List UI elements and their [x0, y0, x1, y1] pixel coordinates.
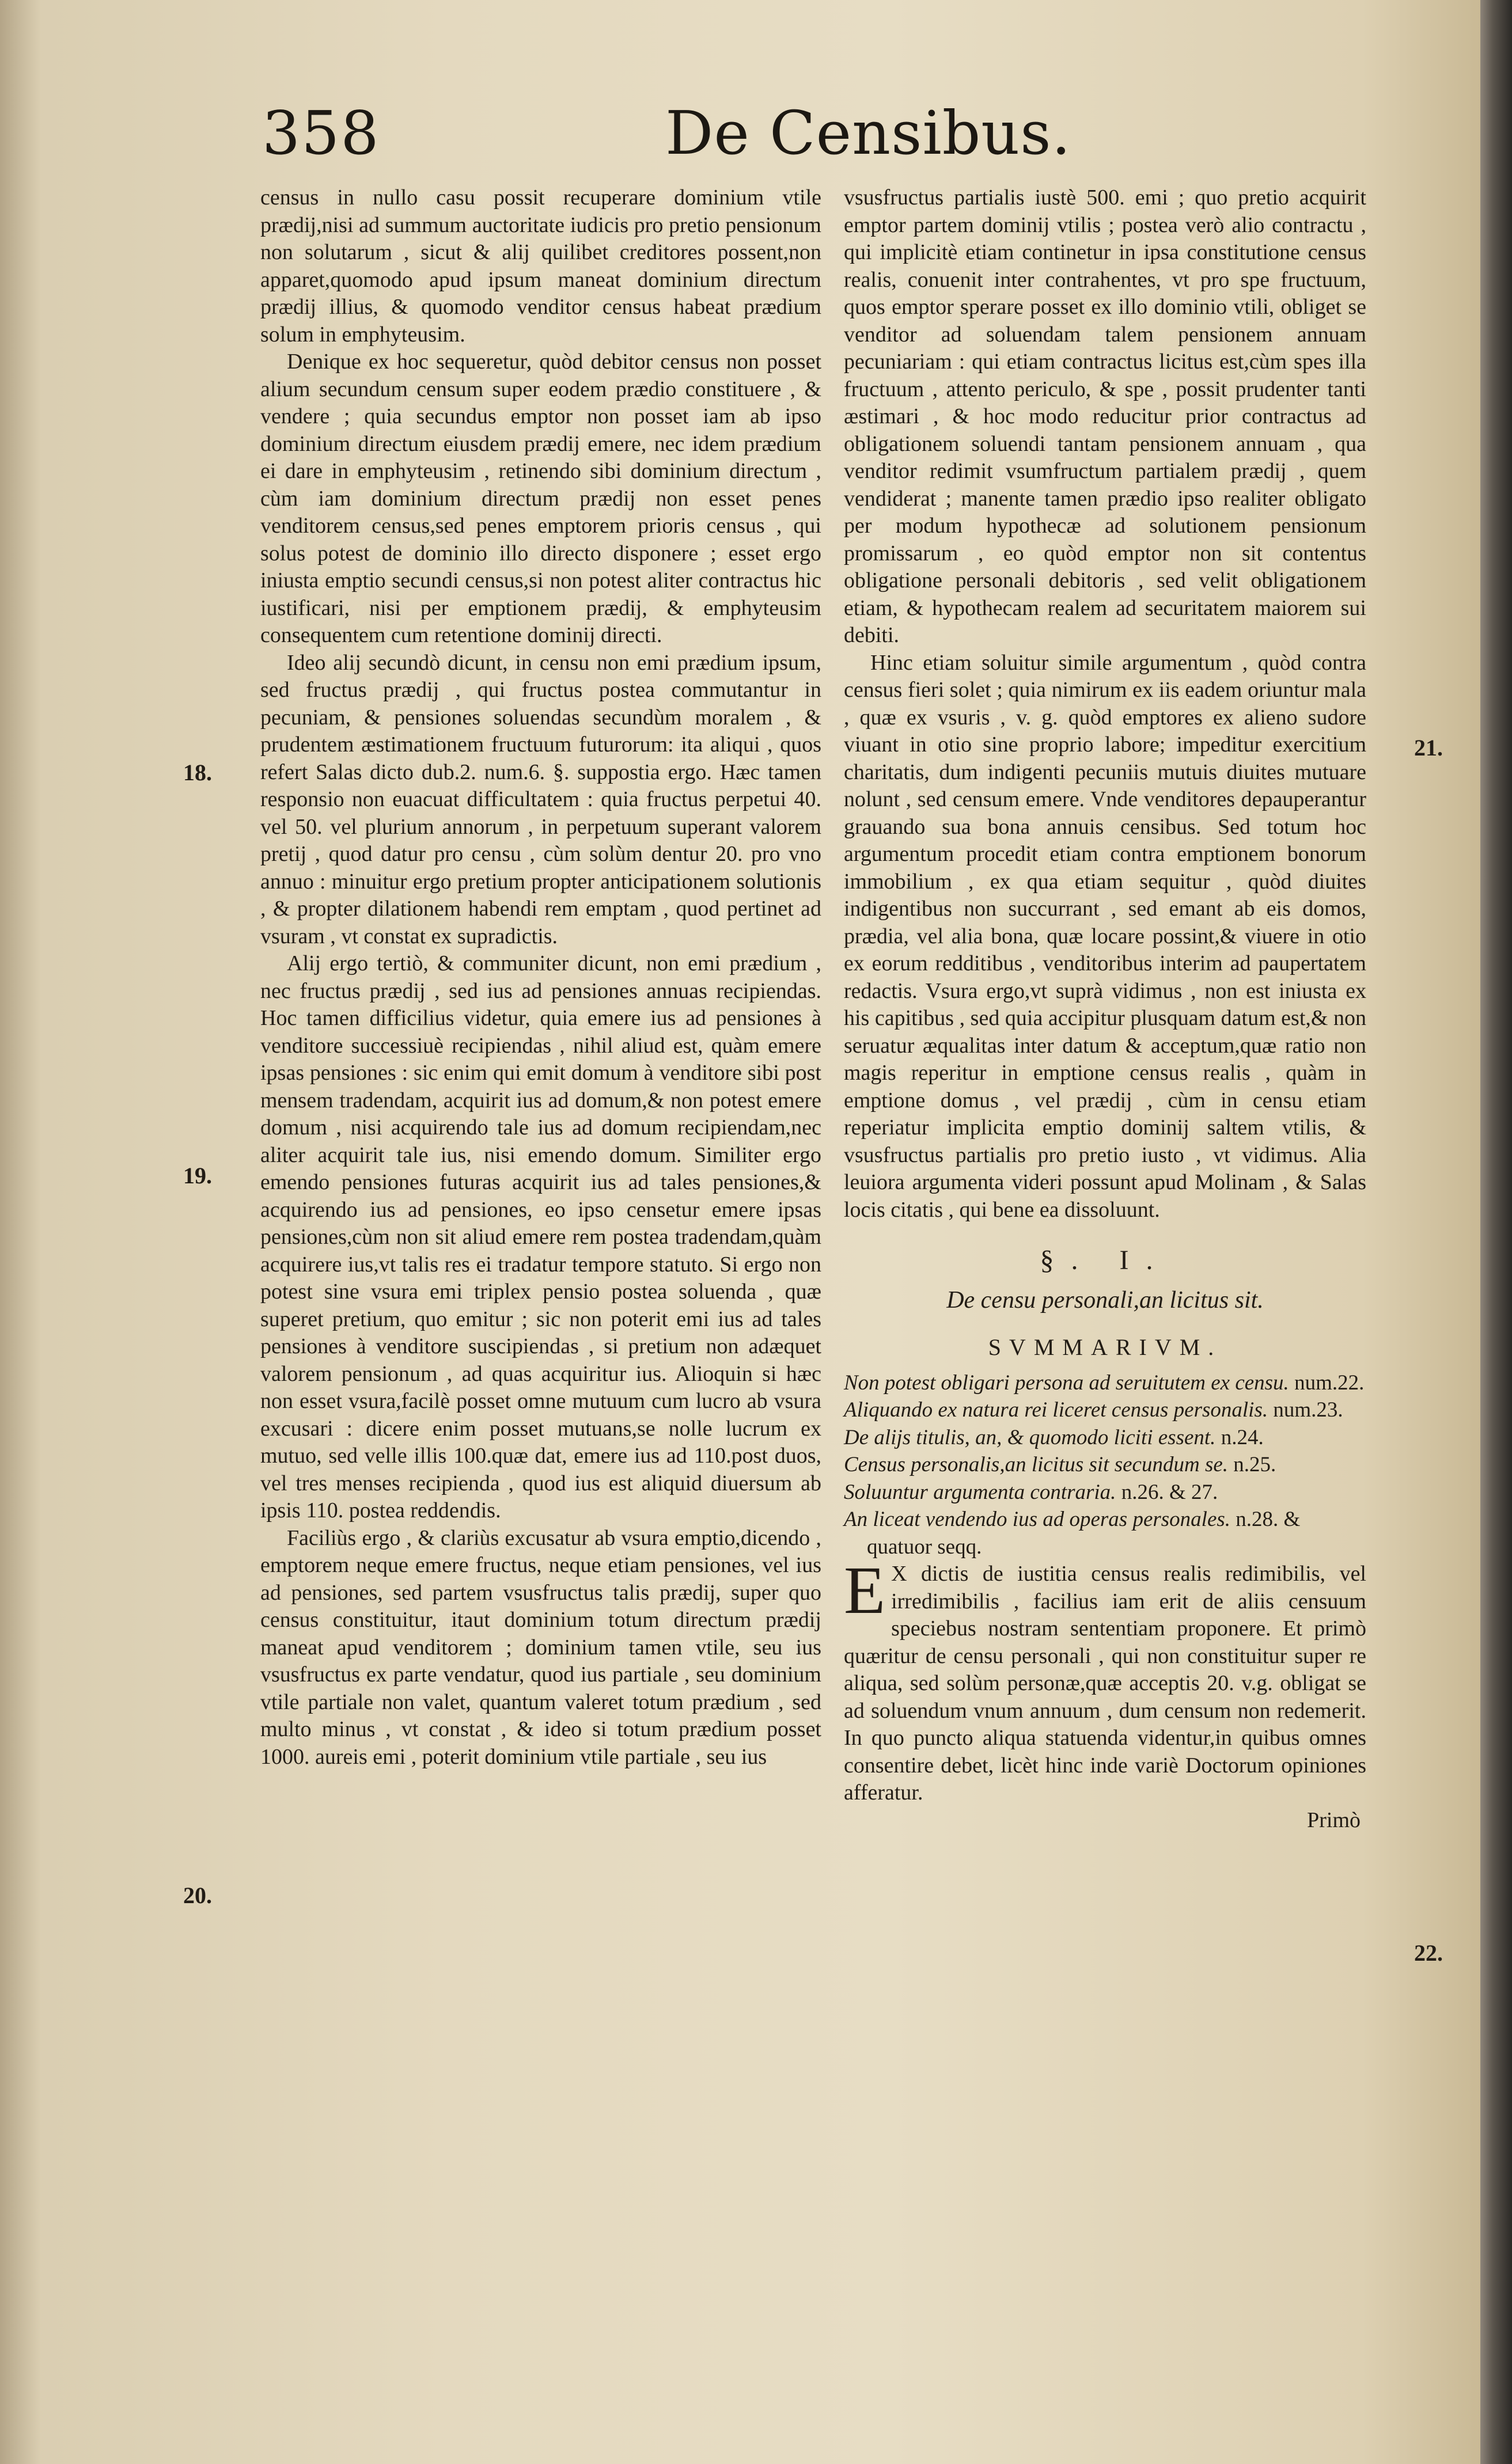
running-title: De Censibus.	[665, 98, 1071, 168]
right-text-column	[844, 184, 1366, 1834]
margin-number-22: 22.	[1414, 1940, 1443, 1966]
summarium-item: Aliquando ex natura rei liceret census personalis. num.23.	[844, 1398, 1343, 1422]
dropcap-letter: E	[844, 1552, 886, 1628]
summarium-item: De alijs titulis, an, & quomodo liciti essent. n.24.	[844, 1425, 1264, 1449]
margin-number-20: 20.	[183, 1882, 212, 1908]
left-text-column	[260, 184, 821, 1771]
paragraph: Alij ergo tertiò, & communiter dicunt, non emi prædium , nec fructus prædij , sed ius ad pensiones annuas recipiendas. Hoc tamen difficilius videtur, quia emere ius ad pensiones à venditore successiuè recipiendas , nihil aliud est, quàm emere ipsas pensiones : sic enim qui emit domum à venditore sibi post mensem tradendam, acquirit ius ad domum,& non potest emere domum , nisi acquirendo tale ius ad domum recipiendam,nec aliter acquirit tale ius, nisi emendo domum. Similiter ergo emendo pensiones futuras acquirit ius ad tales pensiones,& acquirendo ius ad pensiones, eo ipso censetur emere ipsas pensiones,cùm non sit aliud emere rem postea tradendam,quàm acquirere ius,vt talis res ei tradatur tempore statuto. Si ergo non potest sine vsura emi triplex pensio postea soluenda , quæ superet pretium, quo emitur ; sic non poterit emi ius ad tales pensiones à venditore suscipiendas , si pretium non adæquet valorem pensionum , ad quas acquiritur ius. Alioquin si hæc non esset vsura,facilè posset omne mutuum cum lucro ab vsura excusari : dicere enim posset mutuans,se nolle lucrum ex mutuo, sed velle illis 100.quæ dat, emere ius ad 110.post duos, vel tres menses recipienda , quod ius est aliquid diuersum ab ipsis 110. postea reddendis.	[260, 951, 821, 1523]
margin-number-18: 18.	[183, 760, 212, 785]
page-header	[262, 98, 1356, 179]
catchword: Primò	[1307, 1808, 1361, 1832]
summarium-item: Soluuntur argumenta contraria. n.26. & 27.	[844, 1480, 1218, 1504]
paragraph-with-dropcap	[844, 1552, 1366, 1807]
page-number: 358	[262, 98, 380, 168]
paragraph-text: X dictis de iustitia census realis redimibilis, vel irredimibilis , facilius iam erit de aliis censuum speciebus nostram sententiam proponere. Et primò quæritur de censu personali , qui non constituitur super re aliqua, sed solùm personæ,quæ acceptis 20. v.g. obligat se ad soluendum vnum annuum , dum censum non redemerit. In quo puncto aliqua statuenda videntur,in quibus omnes consentire debet, licèt hinc inde variè Doctorum opiniones afferatur.	[844, 1562, 1366, 1805]
section-title: De censu personali,an licitus sit.	[946, 1286, 1264, 1313]
paragraph: Ideo alij secundò dicunt, in censu non emi prædium ipsum, sed fructus prædij , qui fructus postea commutantur in pecuniam, & pensiones soluendas secundùm moralem , & prudentem æstimationem fructuum futurorum: ita aliqui , quos refert Salas dicto dub.2. num.6. §. suppostia ergo. Hæc tamen responsio non euacuat difficultatem : quia fructus perpetui 40. vel 50. vel plurium annorum , in perpetuum superant valorem pretij , quod datur pro censu , cùm solùm dentur 20. pro vno annuo : minuitur ergo pretium propter anticipationem solutionis , & propter dilationem habendi rem emptam , quod pertinet ad vsuram , vt constat ex supradictis.	[260, 650, 821, 948]
section-mark: §. I.	[1040, 1245, 1170, 1275]
paragraph: vsusfructus partialis iustè 500. emi ; quo pretio acquirit emptor partem dominij vtilis ; postea verò alio contractu , qui implicitè etiam continetur in ipsa constitutione census realis, conuenit inter contrahentes, vt pro spe fructuum, quos emptor sperare posset ex illo dominio vtili, obliget se venditor ad soluendam talem pensionem annuam pecuniariam : qui etiam contractus licitus est,cùm spes illa fructuum , attento periculo, & spe , possit prudenter tanti æstimari , & hoc modo reducitur prior contractus ad obligationem soluendi tantam pensionem annuam , qua venditor redimit vsumfructum partialem prædij , quem vendiderat ; manente tamen prædio ipso realiter obligato per modum hypothecæ ad solutionem pensionum promissarum , eo quòd emptor non sit contentus obligatione personali debitoris , sed velit obligationem etiam, & hypothecam realem ad securitatem maiorem sui debiti.	[844, 185, 1366, 647]
binding-edge	[1480, 0, 1512, 2464]
margin-number-19: 19.	[183, 1163, 212, 1189]
summarium-item: Census personalis,an licitus sit secundum se. n.25.	[844, 1453, 1276, 1476]
summarium-item: Non potest obligari persona ad seruitutem ex censu. num.22.	[844, 1370, 1365, 1395]
paragraph: census in nullo casu possit recuperare dominium vtile prædij,nisi ad summum auctoritate iudicis pro pretio pensionum non solutarum , sicut & alij quilibet creditores possent,non apparet,quomodo apud ipsum maneat dominium directum prædij illius, & quomodo venditor census habeat prædium solum in emphyteusim.	[260, 185, 821, 347]
summarium-item: An liceat vendendo ius ad operas personales. n.28. & quatuor seqq.	[844, 1508, 1301, 1559]
margin-number-21: 21.	[1414, 735, 1443, 761]
gutter-shadow	[0, 0, 40, 2464]
paragraph: Hinc etiam soluitur simile argumentum , quòd contra census fieri solet ; quia nimirum ex iis eadem oriuntur mala , quæ ex vsuris , v. g. quòd emptores ex alieno sudore viuant in otio sine proprio labore; impeditur exercitium charitatis, dum indigenti pecuniis mutuis diuites mutuare nolunt , sed censum emere. Vnde venditores depauperantur grauando sua bona annuis censibus. Sed totum hoc argumentum procedit etiam contra emptionem bonorum immobilium , ex qua etiam sequitur , quòd diuites indigentibus non succurrant , sed emant ab eis domos, prædia, vel alia bona, quæ locare possint,& viuere in otio ex eorum redditibus , venditoribus interim ad paupertatem redactis. Vsura ergo,vt suprà vidimus , non est iniusta ex his capitibus , sed quia accipitur plusquam datum est,& non seruatur æqualitas inter datum & acceptum,quæ ratio non magis reperitur in emptione census realis , quàm in emptione domus , vel prædij , cùm in censu etiam reperiatur implicita emptio dominij saltem vtilis, & vsusfructus partialis pro pretio iusto , vt vidimus. Alia leuiora argumenta videri possunt apud Molinam , & Salas locis citatis , qui bene ea dissoluunt.	[844, 650, 1366, 1222]
paragraph: Faciliùs ergo , & clariùs excusatur ab vsura emptio,dicendo , emptorem neque emere fructus, neque etiam pensiones, vel ius ad pensiones, sed partem vsusfructus talis prædij, super quo census constituitur, itaut dominium totum directum prædij maneat apud venditorem ; dominium tamen vtile, seu ius vsusfructus ex parte vendatur, quod ius partiale , seu dominium vtile partiale non valet, quantum valeret totum prædium , sed multo minus , vt constat , & ideo si totum prædium posset 1000. aureis emi , poterit dominium vtile partiale , seu ius	[260, 1525, 821, 1769]
paragraph: Denique ex hoc sequeretur, quòd debitor census non posset alium secundum censum super eodem prædio constituere , & vendere ; quia secundus emptor non posset iam ab ipso dominium directum eiusdem prædij emere, nec idem prædium ei dare in emphyteusim , retinendo sibi dominium directum , cùm iam dominium directum prædij non esset penes venditorem census,sed penes emptorem prioris census , qui solus potest de dominio illo directo disponere ; esset ergo iniusta emptio secundi census,si non potest aliter contractus hic iustificari, nisi per emptionem prædij, & emphyteusim consequentem cum retentione dominij directi.	[260, 350, 821, 647]
summarium-heading: SVMMARIVM.	[988, 1334, 1222, 1360]
